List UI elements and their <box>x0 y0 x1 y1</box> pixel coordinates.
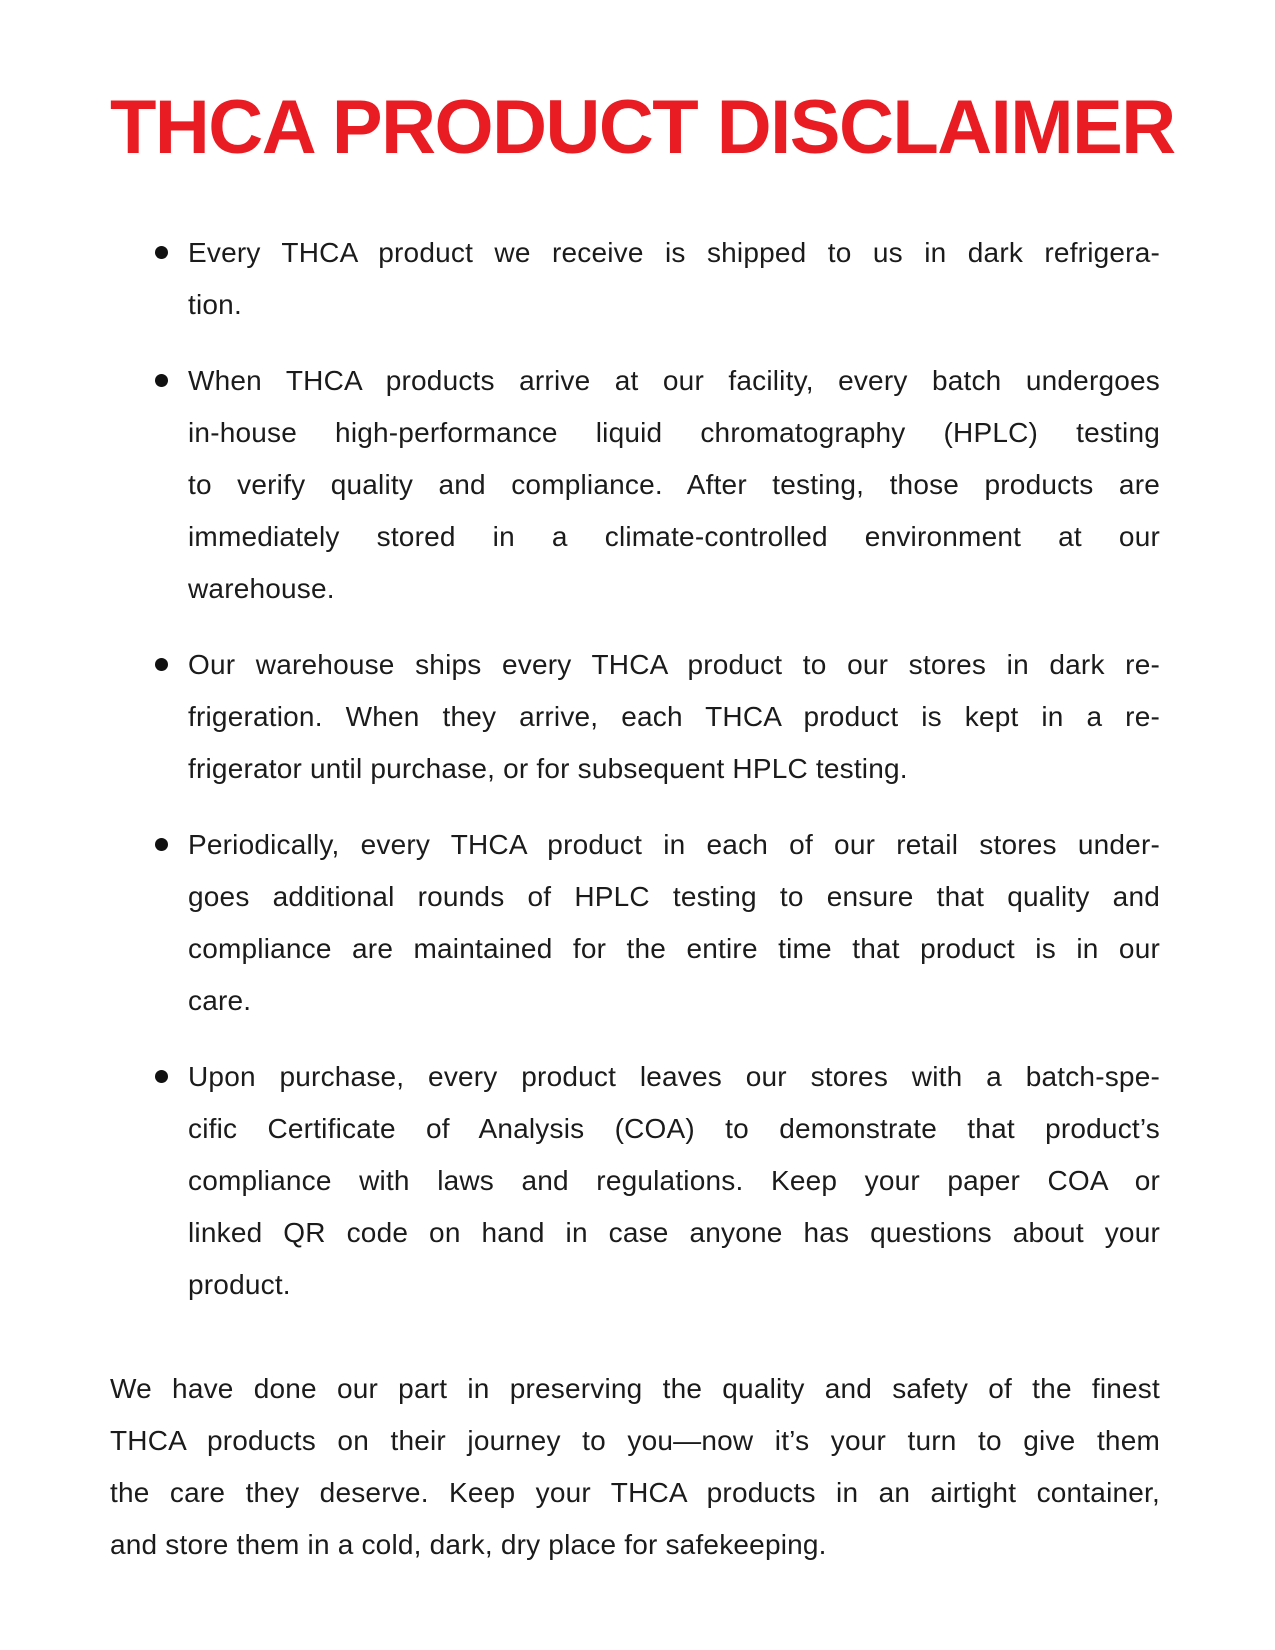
bullet-marker <box>155 658 168 671</box>
text-line: Every THCA product we receive is shipped to us in dark refrigera- <box>188 237 1160 268</box>
list-item <box>110 639 1160 795</box>
bullet-marker <box>155 1070 168 1083</box>
bullet-marker <box>155 246 168 259</box>
text-line: immediately stored in a climate-controlled environment at our <box>188 521 1160 552</box>
text-line: in-house high-performance liquid chromatography (HPLC) testing <box>188 417 1160 448</box>
text-line: linked QR code on hand in case anyone has questions about your <box>188 1217 1160 1248</box>
text-line: the care they deserve. Keep your THCA products in an airtight container, <box>110 1477 1160 1508</box>
text-line: Our warehouse ships every THCA product to our stores in dark re- <box>188 649 1160 680</box>
document-content <box>110 85 1175 1571</box>
text-line: Periodically, every THCA product in each of our retail stores under- <box>188 829 1160 860</box>
text-line: tion. <box>188 289 242 320</box>
text-line: compliance are maintained for the entire time that product is in our <box>188 933 1160 964</box>
text-line: Upon purchase, every product leaves our stores with a batch-spe- <box>188 1061 1160 1092</box>
list-item <box>110 819 1160 1027</box>
text-line: We have done our part in preserving the quality and safety of the finest <box>110 1373 1160 1404</box>
bullet-marker <box>155 838 168 851</box>
text-line: frigerator until purchase, or for subsequent HPLC testing. <box>188 753 908 784</box>
text-line: goes additional rounds of HPLC testing to ensure that quality and <box>188 881 1160 912</box>
closing-paragraph <box>110 1363 1160 1571</box>
list-item <box>110 355 1160 615</box>
disclaimer-list <box>110 227 1160 1311</box>
text-line: frigeration. When they arrive, each THCA product is kept in a re- <box>188 701 1160 732</box>
list-item <box>110 1051 1160 1311</box>
text-line: to verify quality and compliance. After testing, those products are <box>188 469 1160 500</box>
list-item <box>110 227 1160 331</box>
text-line: compliance with laws and regulations. Keep your paper COA or <box>188 1165 1160 1196</box>
text-line: cific Certificate of Analysis (COA) to demonstrate that product’s <box>188 1113 1160 1144</box>
page-title: THCA PRODUCT DISCLAIMER <box>110 85 1175 170</box>
bullet-marker <box>155 374 168 387</box>
text-line: care. <box>188 985 252 1016</box>
text-line: and store them in a cold, dark, dry place for safekeeping. <box>110 1529 827 1560</box>
text-line: product. <box>188 1269 291 1300</box>
text-line: When THCA products arrive at our facility, every batch undergoes <box>188 365 1160 396</box>
text-line: warehouse. <box>188 573 335 604</box>
text-line: THCA products on their journey to you—now it’s your turn to give them <box>110 1425 1160 1456</box>
